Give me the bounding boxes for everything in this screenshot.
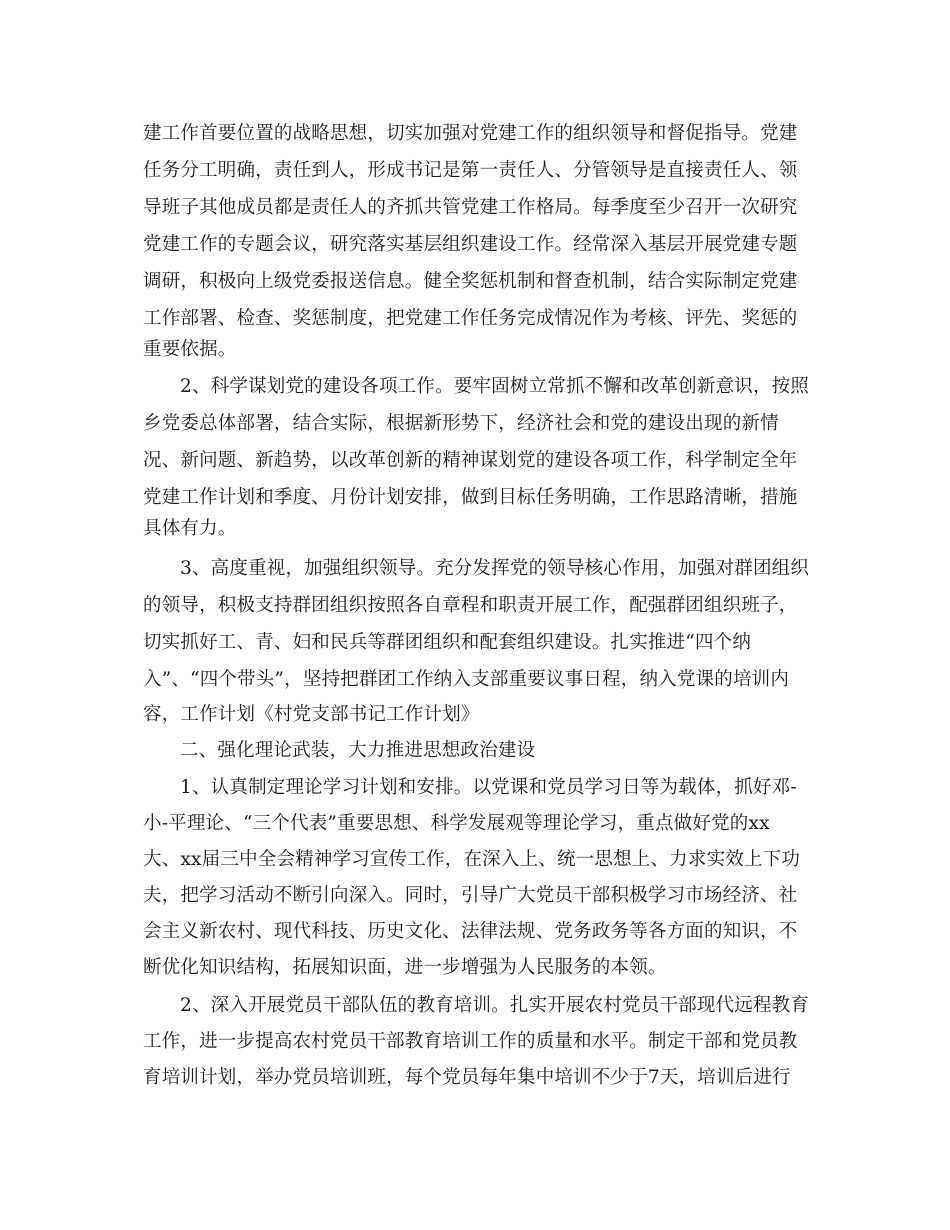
text-line: 大、xx届三中全会精神学习宣传工作，在深入上、统一思想上、力求实效上下功: [143, 849, 801, 870]
text-line: 重要依据。: [143, 339, 237, 360]
text-line: 工作，进一步提高农村党员干部教育培训工作的质量和水平。制定干部和党员教: [143, 1031, 798, 1052]
text-line: 任务分工明确，责任到人，形成书记是第一责任人、分管领导是直接责任人、领: [143, 160, 798, 181]
text-line: 断优化知识结构，拓展知识面，进一步增强为人民服务的本领。: [143, 957, 667, 978]
section-heading: 二、强化理论武装，大力推进思想政治建设: [180, 740, 536, 761]
text-line: 导班子其他成员都是责任人的齐抓共管党建工作格局。每季度至少召开一次研究: [143, 197, 798, 218]
text-line: 容，工作计划《村党支部书记工作计划》: [143, 704, 480, 725]
text-line: 入”、“四个带头”，坚持把群团工作纳入支部重要议事日程，纳入党课的培训内: [143, 669, 790, 690]
text-line: 夫，把学习活动不断引向深入。同时，引导广大党员干部积极学习市场经济、社: [143, 885, 798, 906]
text-line: 调研，积极向上级党委报送信息。健全奖惩机制和督查机制，结合实际制定党建: [143, 271, 798, 292]
text-line: 的领导，积极支持群团组织按照各自章程和职责开展工作，配强群团组织班子，: [143, 595, 798, 616]
text-line: 乡党委总体部署，结合实际，根据新形势下，经济社会和党的建设出现的新情: [143, 413, 779, 434]
text-line: 党建工作计划和季度、月份计划安排，做到目标任务明确，工作思路清晰，措施: [143, 487, 798, 508]
text-line: 党建工作的专题会议，研究落实基层组织建设工作。经常深入基层开展党建专题: [143, 234, 798, 255]
paragraph-first-line: 3、高度重视，加强组织领导。充分发挥党的领导核心作用，加强对群团组织: [180, 558, 810, 579]
paragraph-first-line: 2、科学谋划党的建设各项工作。要牢固树立常抓不懈和改革创新意识，按照: [180, 376, 810, 397]
text-line: 会主义新农村、现代科技、历史文化、法律法规、党务政务等各方面的知识，不: [143, 921, 798, 942]
text-line: 育培训计划，举办党员培训班，每个党员每年集中培训不少于7天，培训后进行: [143, 1067, 791, 1088]
text-line: 具体有力。: [143, 518, 237, 539]
paragraph-first-line: 1、认真制定理论学习计划和安排。以党课和党员学习日等为载体，抓好邓-: [180, 777, 797, 798]
text-line: 切实抓好工、青、妇和民兵等群团组织和配套组织建设。扎实推进“四个纳: [143, 632, 752, 653]
text-line: 况、新问题、新趋势，以改革创新的精神谋划党的建设各项工作，科学制定全年: [143, 450, 798, 471]
paragraph-first-line: 2、深入开展党员干部队伍的教育培训。扎实开展农村党员干部现代远程教育: [180, 995, 810, 1016]
text-line: 工作部署、检查、奖惩制度，把党建工作任务完成情况作为考核、评先、奖惩的: [143, 308, 798, 329]
text-line: 建工作首要位置的战略思想，切实加强对党建工作的组织领导和督促指导。党建: [143, 123, 798, 144]
text-line: 小-平理论、“三个代表”重要思想、科学发展观等理论学习，重点做好党的xx: [143, 813, 770, 834]
